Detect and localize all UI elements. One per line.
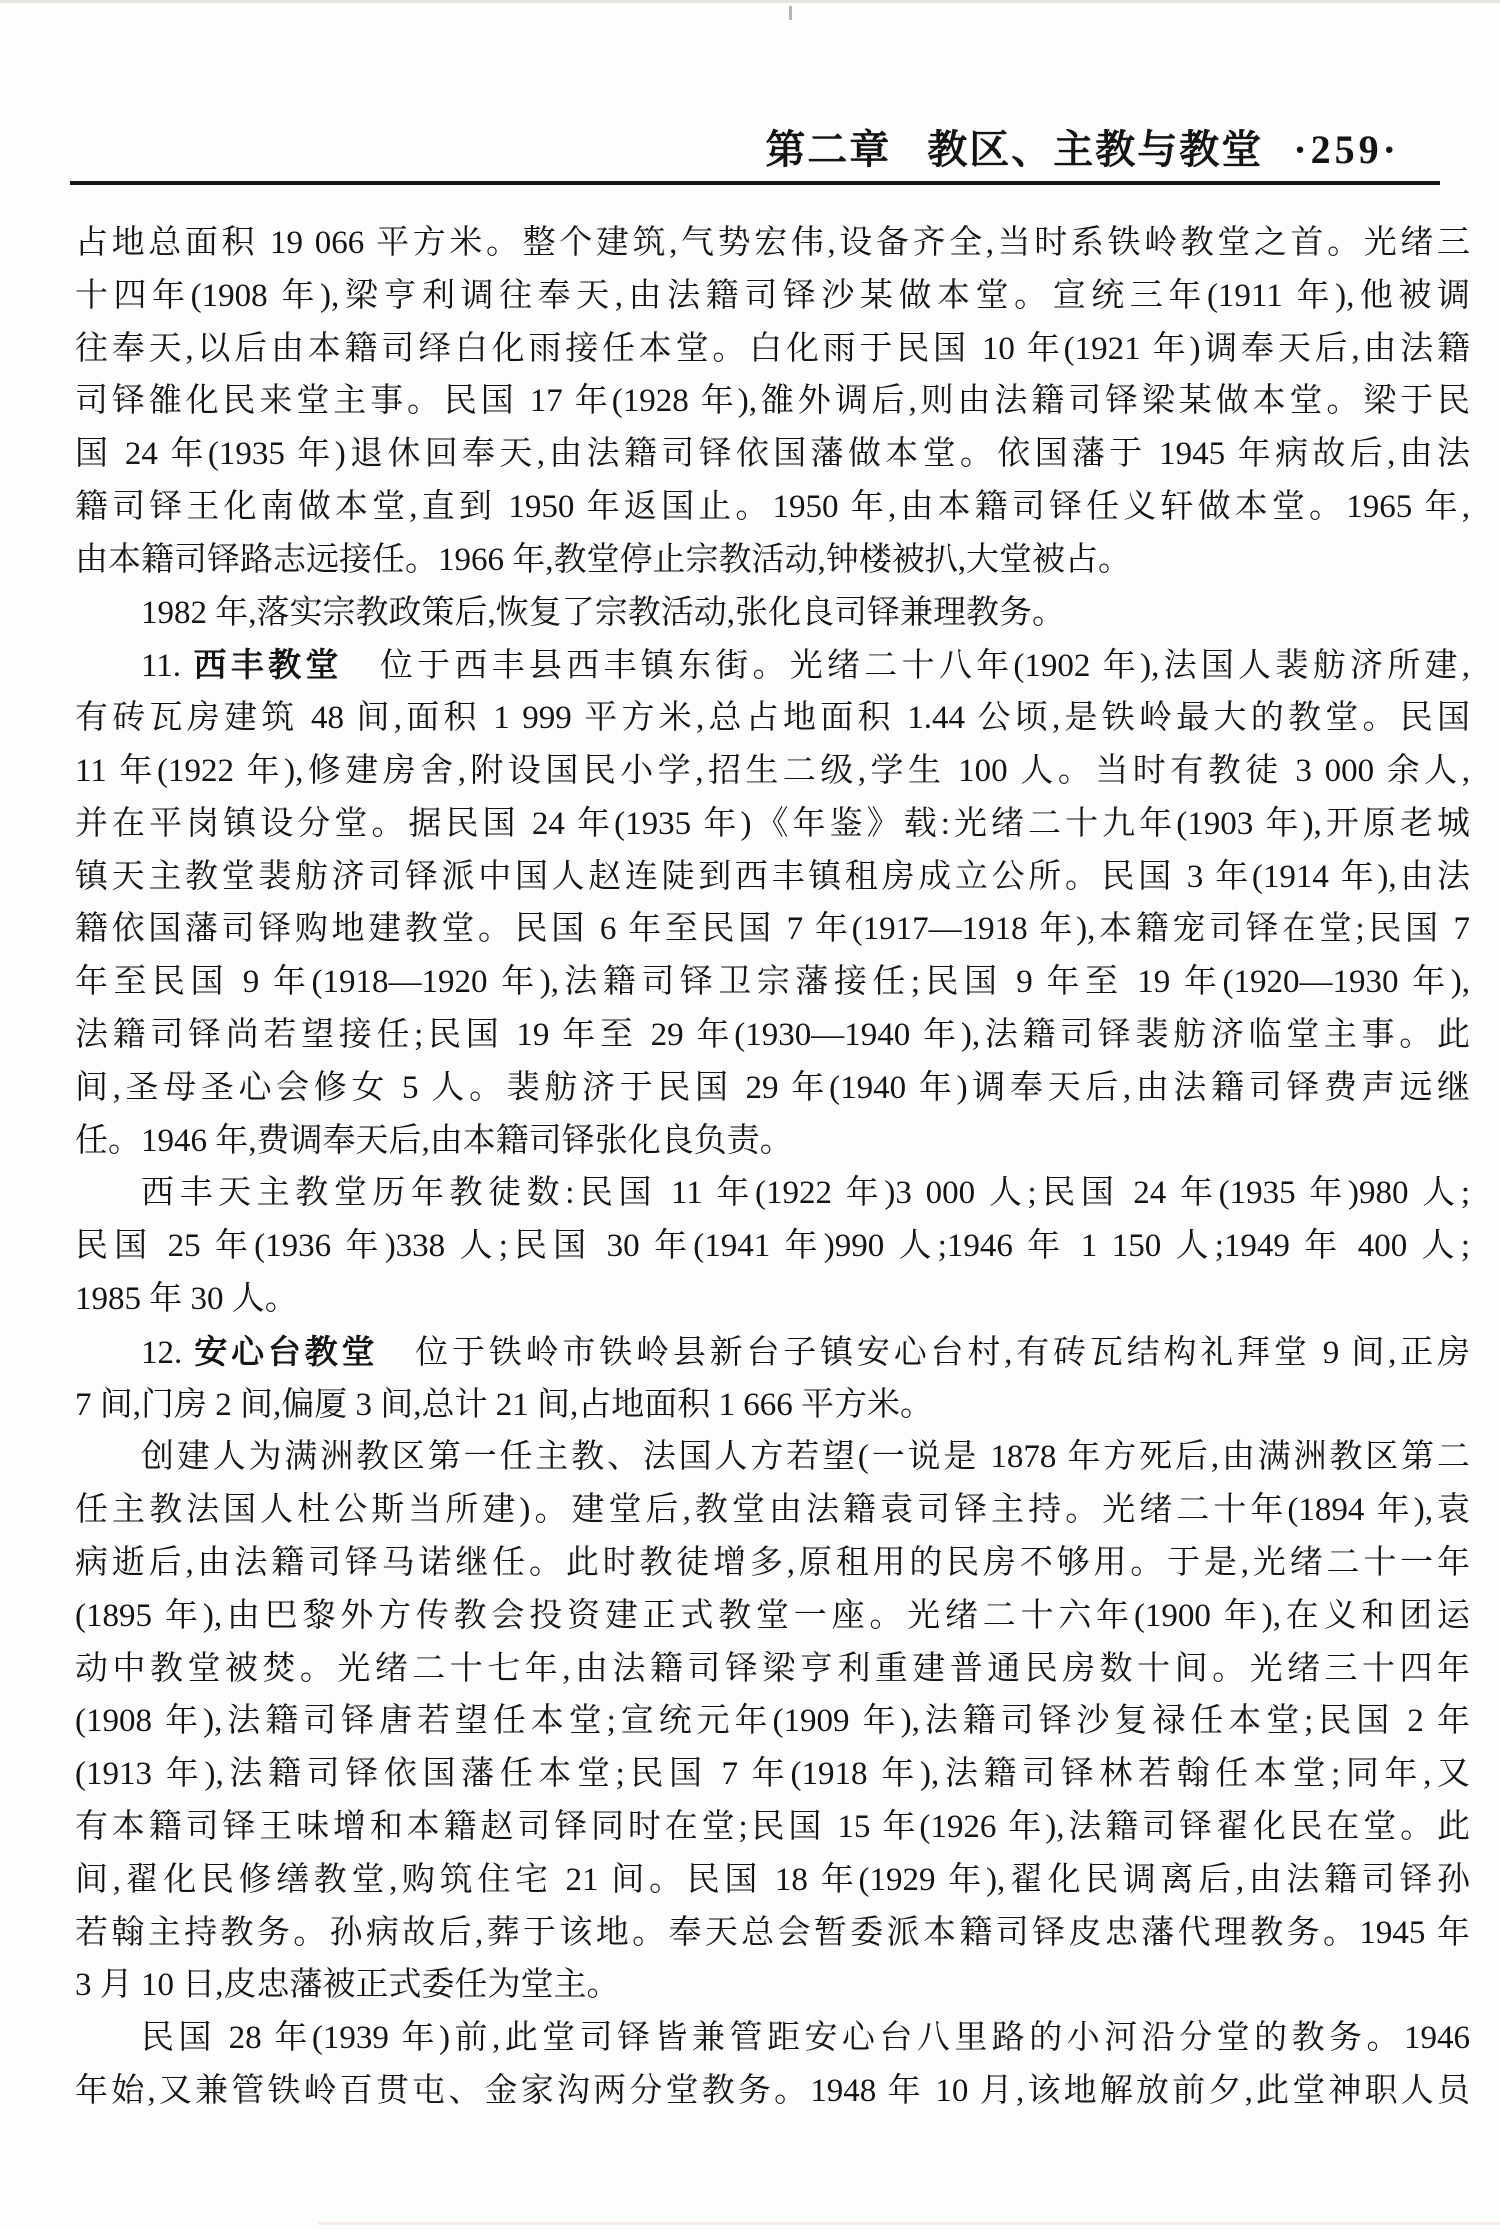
text-line: [75, 1062, 1470, 1115]
text-line: [75, 2065, 1470, 2118]
text-run: (1913 年),法籍司铎依国藩任本堂;民国 7 年(1918 年),法籍司铎林若翰任本堂;同年,又: [75, 1756, 1470, 1793]
page-number: ·259·: [1293, 127, 1400, 172]
text-run: 若翰主持教务。孙病故后,葬于该地。奉天总会暂委派本籍司铎皮忠藩代理教务。1945 年: [75, 1914, 1470, 1951]
text-line: [75, 1959, 1470, 2012]
text-line: [75, 1326, 1470, 1379]
text-run: 11.: [141, 648, 194, 685]
text-line: [75, 1009, 1470, 1062]
church-name-heading: 西丰教堂: [193, 646, 343, 684]
text-line: [75, 1907, 1470, 1960]
church-name-heading: 安心台教堂: [194, 1332, 379, 1370]
text-line: [75, 217, 1470, 270]
text-run: 籍司铎王化南做本堂,直到 1950 年返国止。1950 年,由本籍司铎任义轩做本堂。1965 年,: [75, 488, 1470, 525]
scan-artifact-mark: [789, 6, 792, 20]
text-line: [75, 1431, 1470, 1484]
paragraph: [75, 1167, 1470, 1325]
text-run: 1985 年 30 人。: [75, 1280, 298, 1317]
text-line: [75, 1537, 1470, 1590]
text-line: [75, 639, 1470, 692]
text-run: 有砖瓦房建筑 48 间,面积 1 999 平方米,总占地面积 1.44 公顷,是铁岭最大的教堂。民国: [75, 700, 1470, 737]
text-line: [75, 1379, 1470, 1432]
paragraph: [75, 2012, 1470, 2118]
text-line: [75, 851, 1470, 904]
text-run: 籍依国藩司铎购地建教堂。民国 6 年至民国 7 年(1917—1918 年),本籍宠司铎在堂;民国 7: [75, 911, 1470, 948]
text-run: (1908 年),法籍司铎唐若望任本堂;宣统元年(1909 年),法籍司铎沙复禄任本堂;民国 2 年: [75, 1703, 1470, 1740]
text-run: 十四年(1908 年),梁亨利调往奉天,由法籍司铎沙某做本堂。宣统三年(1911 年),他被调: [75, 277, 1470, 314]
text-run: 动中教堂被焚。光绪二十七年,由法籍司铎梁亨利重建普通民房数十间。光绪三十四年: [75, 1650, 1470, 1687]
text-line: [75, 375, 1470, 428]
paragraph: [75, 1326, 1470, 1432]
text-run: 年始,又兼管铁岭百贯屯、金家沟两分堂教务。1948 年 10 月,该地解放前夕,此堂神职人员: [75, 2072, 1470, 2109]
text-line: [75, 587, 1470, 640]
text-line: [75, 798, 1470, 851]
text-run: 有本籍司铎王味增和本籍赵司铎同时在堂;民国 15 年(1926 年),法籍司铎翟化民在堂。此: [75, 1808, 1470, 1845]
text-run: 位于铁岭市铁岭县新台子镇安心台村,有砖瓦结构礼拜堂 9 间,正房: [378, 1334, 1470, 1371]
text-line: [75, 1273, 1470, 1326]
scan-artifact-bottom-edge: [318, 2222, 1500, 2225]
text-line: [75, 1590, 1470, 1643]
paragraph: [75, 587, 1470, 640]
text-line: [75, 1115, 1470, 1168]
text-line: [75, 1167, 1470, 1220]
page-header: [765, 126, 1400, 174]
text-run: 间,圣母圣心会修女 5 人。裴舫济于民国 29 年(1940 年)调奉天后,由法籍司铎费声远继: [75, 1069, 1470, 1106]
text-run: 西丰天主教堂历年教徒数:民国 11 年(1922 年)3 000 人;民国 24 年(1935 年)980 人;: [141, 1175, 1470, 1212]
text-line: [75, 428, 1470, 481]
text-run: 年至民国 9 年(1918—1920 年),法籍司铎卫宗藩接任;民国 9 年至 19 年(1920—1930 年),: [75, 964, 1470, 1001]
section-title: 教区、主教与教堂: [927, 128, 1264, 172]
text-line: [75, 1748, 1470, 1801]
text-run: 病逝后,由法籍司铎马诺继任。此时教徒增多,原租用的民房不够用。于是,光绪二十一年: [75, 1544, 1470, 1581]
paragraph: [75, 639, 1470, 1167]
text-line: [75, 270, 1470, 323]
text-run: 并在平岗镇设分堂。据民国 24 年(1935 年)《年鉴》载:光绪二十九年(1903 年),开原老城: [75, 805, 1470, 842]
text-line: [75, 481, 1470, 534]
text-run: 民国 25 年(1936 年)338 人;民国 30 年(1941 年)990 人;1946 年 1 150 人;1949 年 400 人;: [75, 1228, 1470, 1265]
text-run: 位于西丰县西丰镇东街。光绪二十八年(1902 年),法国人裴舫济所建,: [342, 648, 1470, 685]
text-run: 民国 28 年(1939 年)前,此堂司铎皆兼管距安心台八里路的小河沿分堂的教务。1946: [141, 2020, 1470, 2057]
text-line: [75, 745, 1470, 798]
paragraph: [75, 217, 1470, 587]
text-run: 7 间,门房 2 间,偏厦 3 间,总计 21 间,占地面积 1 666 平方米。: [75, 1386, 933, 1423]
text-run: 1982 年,落实宗教政策后,恢复了宗教活动,张化良司铎兼理教务。: [141, 594, 1065, 631]
text-line: [75, 1220, 1470, 1273]
text-run: 12.: [141, 1334, 195, 1371]
text-run: 法籍司铎尚若望接任;民国 19 年至 29 年(1930—1940 年),法籍司铎裴舫济临堂主事。此: [75, 1016, 1470, 1053]
header-rule: [70, 181, 1440, 185]
text-line: [75, 1801, 1470, 1854]
text-run: 司铎雒化民来堂主事。民国 17 年(1928 年),雒外调后,则由法籍司铎梁某做本堂。梁于民: [75, 383, 1470, 420]
text-line: [75, 2012, 1470, 2065]
text-run: 往奉天,以后由本籍司绎白化雨接任本堂。白化雨于民国 10 年(1921 年)调奉天后,由法籍: [75, 330, 1470, 367]
paragraph: [75, 1431, 1470, 2012]
page-body: [75, 217, 1470, 2118]
scan-artifact-top-edge: [0, 0, 1500, 3]
text-run: 3 月 10 日,皮忠藩被正式委任为堂主。: [75, 1967, 620, 2004]
text-line: [75, 1643, 1470, 1696]
text-line: [75, 1484, 1470, 1537]
text-line: [75, 956, 1470, 1009]
text-run: 镇天主教堂裴舫济司铎派中国人赵连陡到西丰镇租房成立公所。民国 3 年(1914 年),由法: [75, 858, 1470, 895]
text-run: 国 24 年(1935 年)退休回奉天,由法籍司铎依国藩做本堂。依国藩于 1945 年病故后,由法: [75, 436, 1470, 473]
text-line: [75, 323, 1470, 376]
text-line: [75, 903, 1470, 956]
text-run: (1895 年),由巴黎外方传教会投资建正式教堂一座。光绪二十六年(1900 年),在义和团运: [75, 1597, 1470, 1634]
text-run: 11 年(1922 年),修建房舍,附设国民小学,招生二级,学生 100 人。当时有教徒 3 000 余人,: [75, 752, 1470, 789]
text-line: [75, 1854, 1470, 1907]
text-run: 间,翟化民修缮教堂,购筑住宅 21 间。民国 18 年(1929 年),翟化民调离后,由法籍司铎孙: [75, 1861, 1470, 1898]
text-line: [75, 1695, 1470, 1748]
text-line: [75, 534, 1470, 587]
text-line: [75, 692, 1470, 745]
text-run: 创建人为满洲教区第一任主教、法国人方若望(一说是 1878 年方死后,由满洲教区第二: [141, 1439, 1470, 1476]
text-run: 由本籍司铎路志远接任。1966 年,教堂停止宗教活动,钟楼被扒,大堂被占。: [75, 541, 1131, 578]
text-run: 任主教法国人杜公斯当所建)。建堂后,教堂由法籍袁司铎主持。光绪二十年(1894 年),袁: [75, 1492, 1470, 1529]
chapter-label: 第二章: [765, 128, 892, 172]
text-run: 占地总面积 19 066 平方米。整个建筑,气势宏伟,设备齐全,当时系铁岭教堂之首。光绪三: [75, 225, 1470, 261]
text-run: 任。1946 年,费调奉天后,由本籍司铎张化良负责。: [75, 1122, 793, 1159]
